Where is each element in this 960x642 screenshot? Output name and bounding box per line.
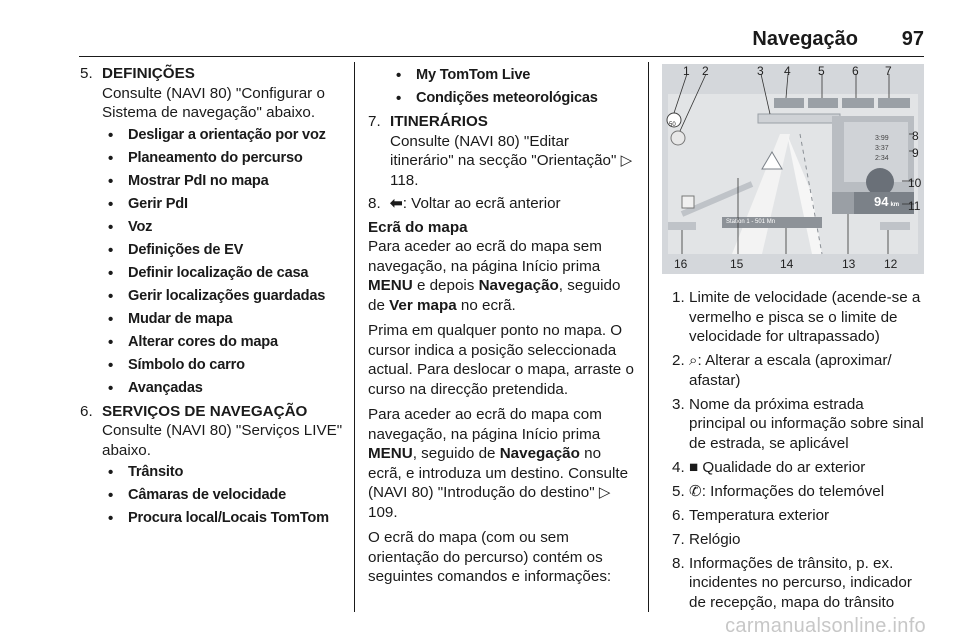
bullet-item: • Definir localização de casa [102, 264, 350, 284]
column-1 [80, 64, 350, 532]
column-divider-2 [648, 62, 649, 612]
callout-number: 1 [683, 64, 690, 78]
bullet-item: • Planeamento do percurso [102, 149, 350, 169]
paragraph-4: O ecrã do mapa (com ou sem orientação do percurso) contém os seguintes comandos e informações: [368, 529, 612, 585]
callout-number: 16 [674, 257, 688, 271]
map-screen-figure [662, 64, 924, 274]
item-6-title: SERVIÇOS DE NAVEGAÇÃO [102, 402, 308, 420]
bullet-item: • Desligar a orientação por voz [102, 126, 350, 146]
legend-item: 5. ✆: Informações do telemóvel [672, 482, 885, 500]
legend-item: 8. Informações de trânsito, p. ex. incidentes no percurso, indicador de recepção, mapa do trânsito [672, 554, 912, 611]
callout-number: 14 [780, 257, 794, 271]
bullet-item: • Mudar de mapa [102, 310, 350, 330]
map-screen-illustration [662, 64, 924, 274]
item-7-reference: Consulte (NAVI 80) "Editar itinerário" na secção "Orientação" ▷ 118. [390, 132, 633, 189]
bullet-item: • Trânsito [102, 463, 350, 483]
item-6-reference: Consulte (NAVI 80) "Serviços LIVE" abaixo. [102, 422, 343, 459]
time-readouts: 3:99 3:37 2:34 [875, 135, 889, 162]
bullet-item: • Definições de EV [102, 241, 350, 261]
list-item-8: 8. ⬅: Voltar ao ecrã anterior [368, 195, 561, 212]
legend-item: 4. ■ Qualidade do ar exterior [672, 458, 866, 476]
callout-number: 12 [884, 257, 898, 271]
legend-icon: ✆ [689, 482, 702, 500]
column-divider-1 [354, 62, 355, 612]
list-item-7-heading: 7. ITINERÁRIOS [368, 113, 488, 130]
bullet-item: • My TomTom Live [390, 66, 634, 86]
bullet-item: • Condições meteorológicas [390, 89, 634, 109]
header-divider [79, 56, 924, 57]
item-5-title: DEFINIÇÕES [102, 65, 195, 82]
callout-number: 4 [784, 64, 791, 78]
callout-number: 7 [885, 64, 892, 78]
services-bullet-list-cont [368, 66, 634, 109]
page-ref-arrow-icon: ▷ [598, 484, 611, 501]
callout-number: 5 [818, 64, 825, 78]
legend-item: 7. Relógio [672, 530, 741, 548]
watermark: carmanualsonline.info [725, 614, 926, 637]
street-name-bar: Station 1 - 501 Mn [726, 219, 776, 225]
callout-number: 6 [852, 64, 859, 78]
bullet-item: • Gerir localizações guardadas [102, 287, 350, 307]
page-number: 97 [901, 28, 924, 50]
callout-number: 11 [908, 199, 921, 213]
callout-number: 15 [730, 257, 744, 271]
legend-item: 6. Temperatura exterior [672, 506, 830, 524]
legend-icon: ■ [689, 458, 699, 476]
legend-item: 3. Nome da próxima estrada principal ou informação sobre sinal de estrada, se aplicável [672, 395, 924, 452]
callout-number: 2 [702, 64, 709, 78]
callout-number: 8 [912, 129, 919, 143]
back-arrow-icon: ⬅ [390, 195, 403, 212]
settings-bullet-list [80, 126, 350, 399]
paragraph-3: Para aceder ao ecrã do mapa com navegação, na página Início prima MENU, seguido de Navegação no ecrã, e introduza um destino. Consulte (NAVI 80) "Introdução do destino" ▷ 109. [368, 406, 629, 521]
bullet-item: • Voz [102, 218, 350, 238]
bullet-item: • Procura local/Locais TomTom [102, 509, 350, 529]
column-3 [662, 64, 924, 617]
item-7-title: ITINERÁRIOS [390, 113, 488, 130]
bullet-item: • Mostrar PdI no mapa [102, 172, 350, 192]
callout-number: 3 [757, 64, 764, 78]
page-ref-arrow-icon: ▷ [620, 152, 633, 169]
legend-item: 1. Limite de velocidade (acende-se a vermelho e pisca se o limite de velocidade for ultrapassado) [672, 289, 921, 345]
bullet-item: • Avançadas [102, 379, 350, 399]
distance-readout: 94 km [874, 194, 900, 209]
page-section-title: Navegação [752, 28, 858, 50]
paragraph-2: Prima em qualquer ponto no mapa. O cursor indica a posição seleccionada actual. Para deslocar o mapa, arraste o curso na direcção pretendida. [368, 322, 634, 398]
legend-item: 2. ⌕: Alterar a escala (aproximar/ afastar) [672, 352, 892, 389]
item-5-reference: Consulte (NAVI 80) "Configurar o Sistema de navegação" abaixo. [102, 84, 325, 121]
services-bullet-list [80, 463, 350, 529]
legend-icon: ⌕ [689, 352, 698, 369]
section-heading: Ecrã do mapa [368, 218, 468, 236]
callout-number: 10 [908, 176, 922, 190]
figure-legend [662, 288, 924, 612]
bullet-item: • Câmaras de velocidade [102, 486, 350, 506]
bullet-item: • Alterar cores do mapa [102, 333, 350, 353]
callout-number: 13 [842, 257, 856, 271]
paragraph-1: Para aceder ao ecrã do mapa sem navegação, na página Início prima MENU e depois Navegação, seguido de Ver mapa no ecrã. [368, 238, 621, 314]
callout-number: 9 [912, 146, 919, 160]
list-item-6-heading: 6. SERVIÇOS DE NAVEGAÇÃO [80, 402, 308, 420]
bullet-item: • Gerir PdI [102, 195, 350, 215]
bullet-item: • Símbolo do carro [102, 356, 350, 376]
speed-limit-sign: 50 [669, 122, 676, 128]
list-item-5-heading: 5. DEFINIÇÕES [80, 65, 195, 82]
column-2 [368, 64, 634, 593]
